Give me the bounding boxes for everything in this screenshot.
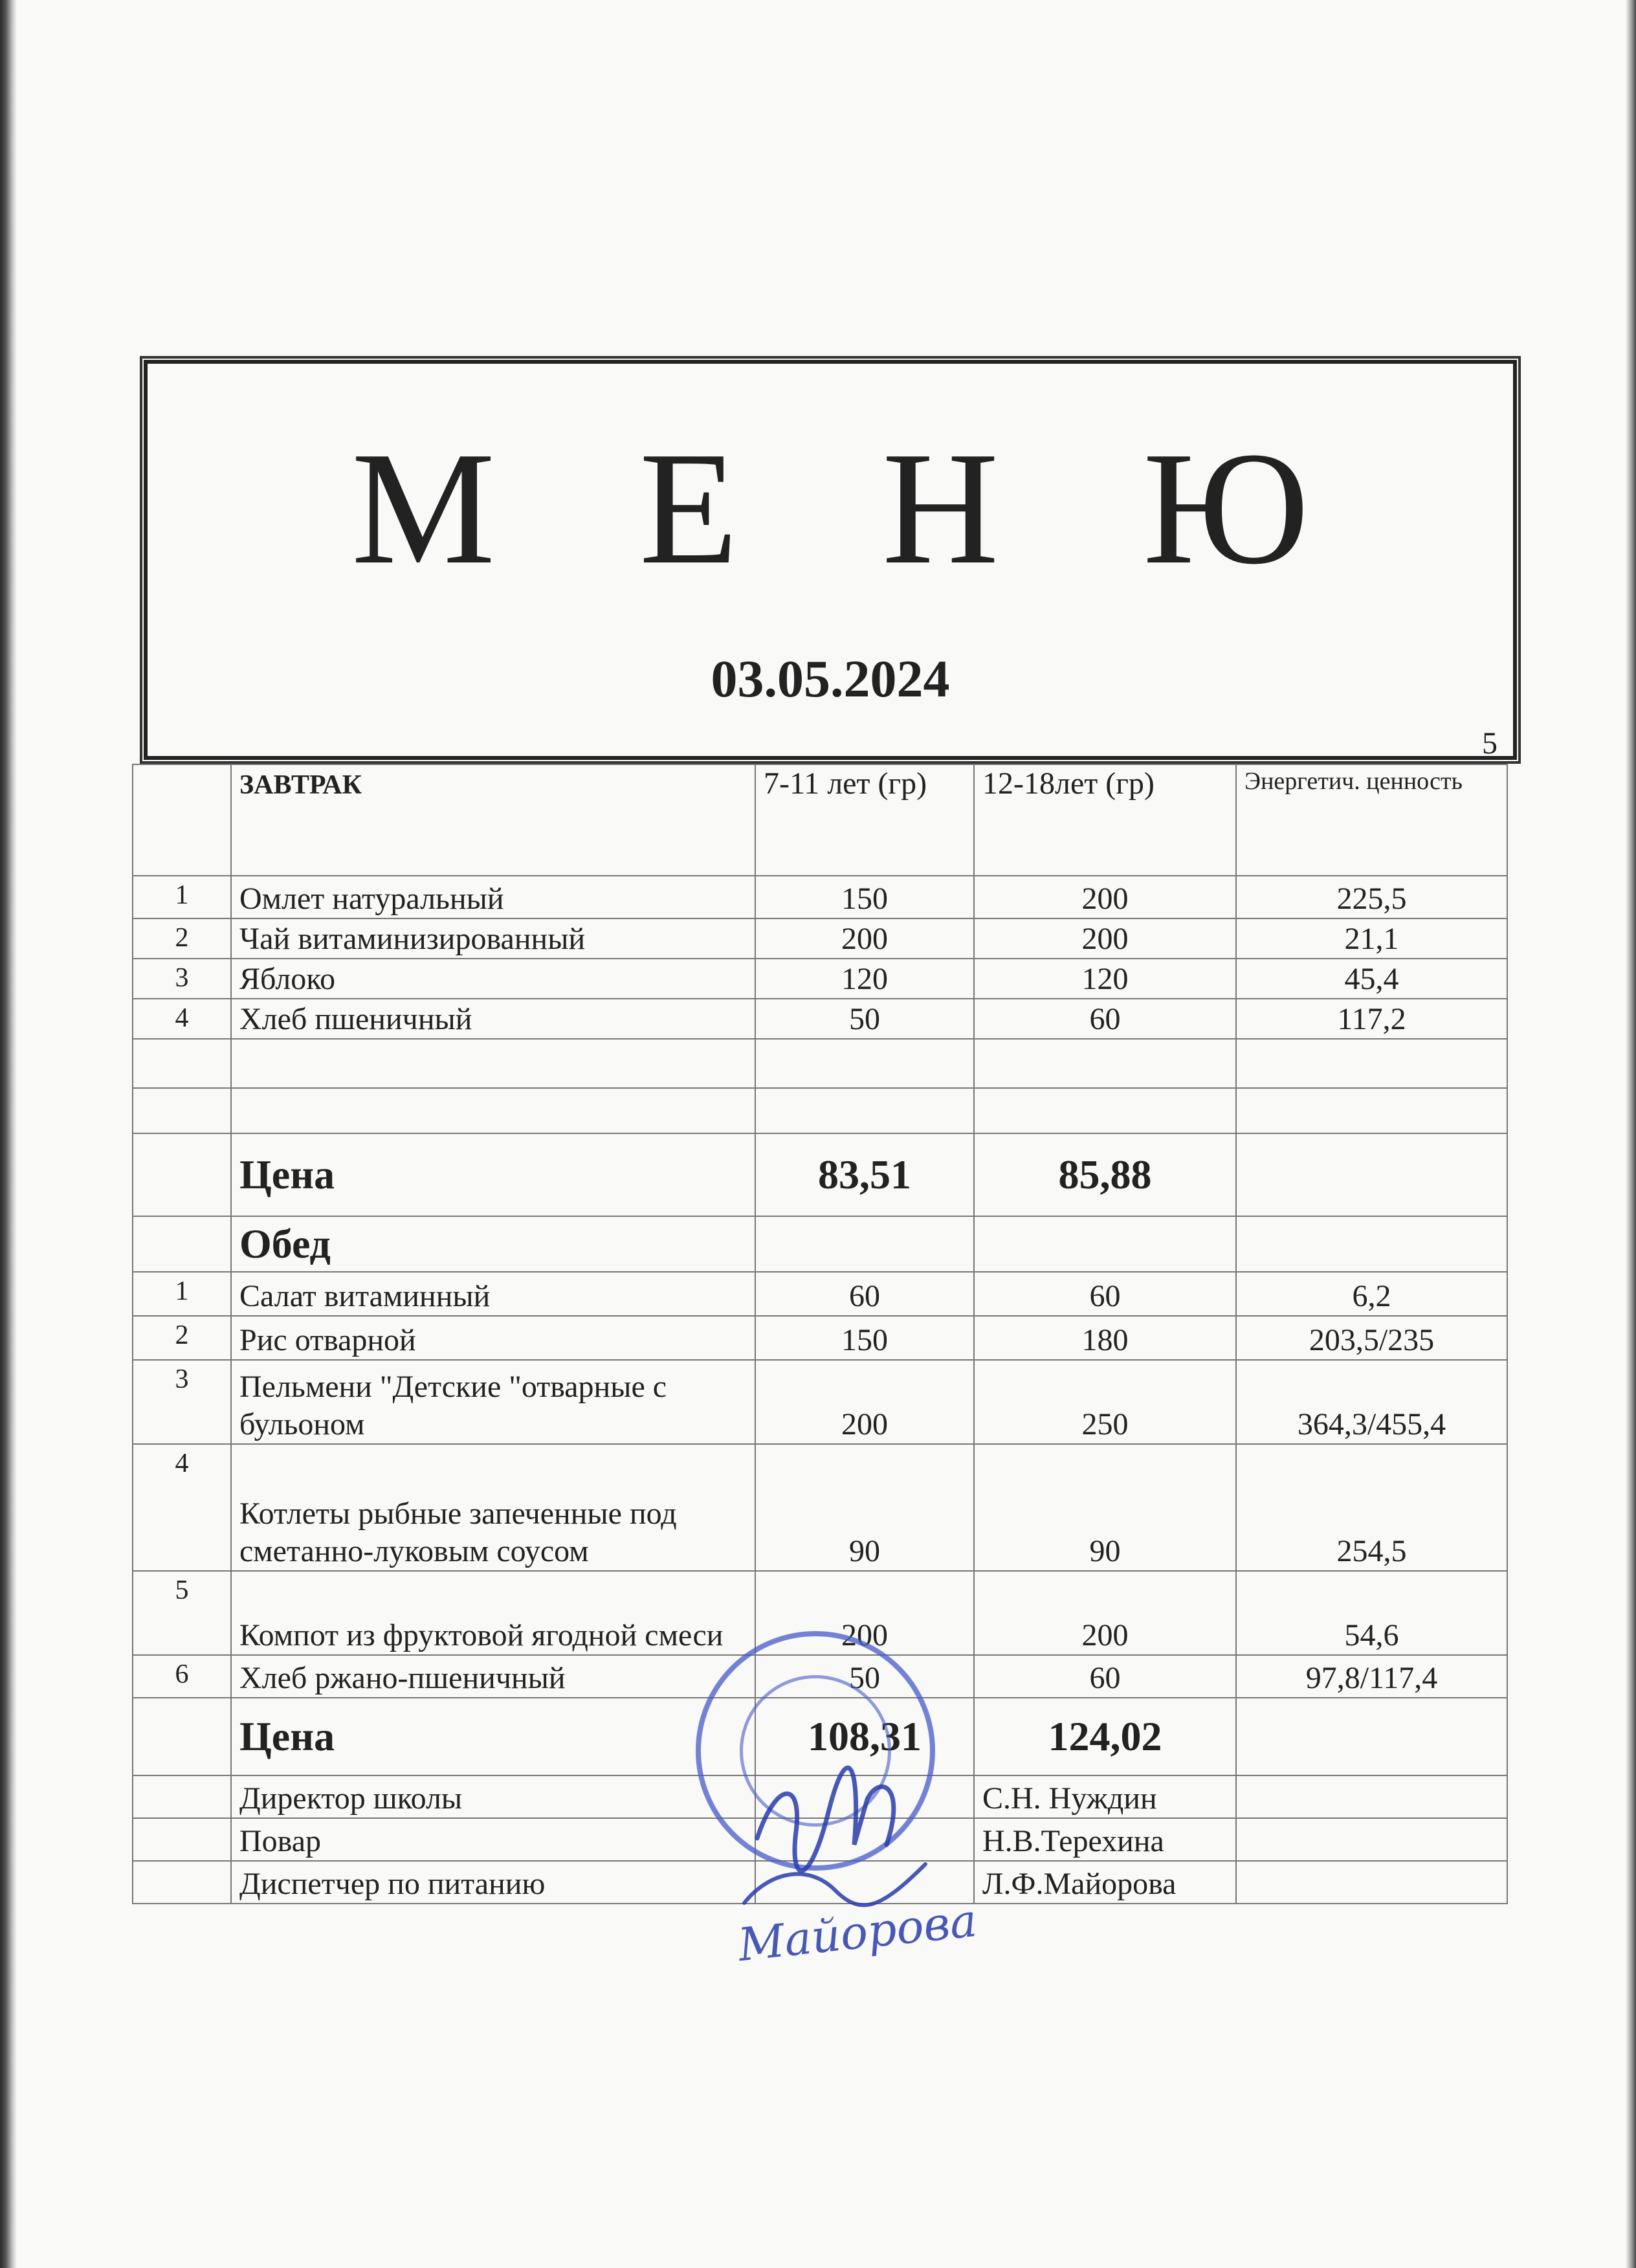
portion-7-11: 200 xyxy=(755,1571,974,1655)
dish-name: Пельмени "Детские "отварные с бульоном xyxy=(231,1360,755,1444)
menu-title: М Е Н Ю xyxy=(351,419,1361,598)
row-number: 1 xyxy=(133,876,231,918)
row-number: 4 xyxy=(133,1444,231,1571)
signature-name: Н.В.Терехина xyxy=(974,1818,1236,1861)
energy-value: 225,5 xyxy=(1236,876,1507,918)
breakfast-header-row xyxy=(133,764,1507,876)
energy-value: 54,6 xyxy=(1236,1571,1507,1655)
dish-name: Рис отварной xyxy=(231,1316,755,1360)
scan-edge-left xyxy=(0,0,17,2268)
dish-name: Яблоко xyxy=(231,959,755,999)
portion-7-11: 200 xyxy=(755,918,974,959)
row-number: 5 xyxy=(133,1571,231,1655)
row-number: 2 xyxy=(133,1316,231,1360)
price-7-11: 83,51 xyxy=(755,1133,974,1216)
portion-7-11: 50 xyxy=(755,1655,974,1698)
lunch-header-row xyxy=(133,1216,1507,1272)
price-label: Цена xyxy=(231,1698,755,1775)
energy-value: 6,2 xyxy=(1236,1272,1507,1316)
dish-name: Чай витаминизированный xyxy=(231,918,755,959)
portion-12-18: 60 xyxy=(974,1655,1236,1698)
energy-value: 45,4 xyxy=(1236,959,1507,999)
table-row xyxy=(133,999,1507,1039)
row-number: 6 xyxy=(133,1655,231,1698)
portion-7-11: 120 xyxy=(755,959,974,999)
dish-name: Хлеб ржано-пшеничный xyxy=(231,1655,755,1698)
portion-12-18: 200 xyxy=(974,918,1236,959)
breakfast-price-row xyxy=(133,1133,1507,1216)
energy-value: 203,5/235 xyxy=(1236,1316,1507,1360)
scan-edge-right xyxy=(1626,0,1636,2268)
portion-7-11: 50 xyxy=(755,999,974,1039)
table-row xyxy=(133,876,1507,918)
price-12-18: 124,02 xyxy=(974,1698,1236,1775)
price-12-18: 85,88 xyxy=(974,1133,1236,1216)
portion-7-11: 60 xyxy=(755,1272,974,1316)
energy-value: 21,1 xyxy=(1236,918,1507,959)
table-row xyxy=(133,959,1507,999)
portion-12-18: 250 xyxy=(974,1360,1236,1444)
row-number: 4 xyxy=(133,999,231,1039)
portion-7-11: 200 xyxy=(755,1360,974,1444)
breakfast-section-label: ЗАВТРАК xyxy=(231,764,755,876)
lunch-section-label: Обед xyxy=(231,1216,755,1272)
dish-name: Омлет натуральный xyxy=(231,876,755,918)
dish-name: Салат витаминный xyxy=(231,1272,755,1316)
page-number: 5 xyxy=(1482,726,1498,761)
dish-name: Хлеб пшеничный xyxy=(231,999,755,1039)
column-age-12-18: 12-18лет (гр) xyxy=(974,764,1236,876)
table-row xyxy=(133,1272,1507,1316)
empty-row xyxy=(133,1039,1507,1088)
portion-12-18: 60 xyxy=(974,1272,1236,1316)
energy-value: 364,3/455,4 xyxy=(1236,1360,1507,1444)
price-7-11: 108,31 xyxy=(755,1698,974,1775)
table-row xyxy=(133,918,1507,959)
handwritten-name: Майорова xyxy=(735,1893,980,1972)
energy-value: 97,8/117,4 xyxy=(1236,1655,1507,1698)
energy-value: 117,2 xyxy=(1236,999,1507,1039)
column-age-7-11: 7-11 лет (гр) xyxy=(755,764,974,876)
portion-7-11: 150 xyxy=(755,876,974,918)
row-number: 3 xyxy=(133,959,231,999)
row-number: 3 xyxy=(133,1360,231,1444)
signature-role: Повар xyxy=(231,1818,755,1861)
table-row xyxy=(133,1316,1507,1360)
portion-7-11: 150 xyxy=(755,1316,974,1360)
signature-role: Директор школы xyxy=(231,1775,755,1818)
portion-7-11: 90 xyxy=(755,1444,974,1571)
row-number: 1 xyxy=(133,1272,231,1316)
empty-row xyxy=(133,1088,1507,1133)
table-row xyxy=(133,1444,1507,1571)
row-number: 2 xyxy=(133,918,231,959)
menu-date: 03.05.2024 xyxy=(711,649,950,708)
portion-12-18: 180 xyxy=(974,1316,1236,1360)
portion-12-18: 200 xyxy=(974,876,1236,918)
menu-title-box xyxy=(144,360,1517,760)
portion-12-18: 120 xyxy=(974,959,1236,999)
signature-role: Диспетчер по питанию xyxy=(231,1861,755,1904)
signature-name: Л.Ф.Майорова xyxy=(974,1861,1236,1904)
dish-name: Компот из фруктовой ягодной смеси xyxy=(231,1571,755,1655)
price-label: Цена xyxy=(231,1133,755,1216)
portion-12-18: 90 xyxy=(974,1444,1236,1571)
column-energy: Энергетич. ценность xyxy=(1236,764,1507,876)
header-num-cell xyxy=(133,764,231,876)
portion-12-18: 200 xyxy=(974,1571,1236,1655)
portion-12-18: 60 xyxy=(974,999,1236,1039)
table-row xyxy=(133,1360,1507,1444)
signature-name: С.Н. Нуждин xyxy=(974,1775,1236,1818)
dish-name: Котлеты рыбные запеченные под сметанно-луковым соусом xyxy=(231,1444,755,1571)
energy-value: 254,5 xyxy=(1236,1444,1507,1571)
